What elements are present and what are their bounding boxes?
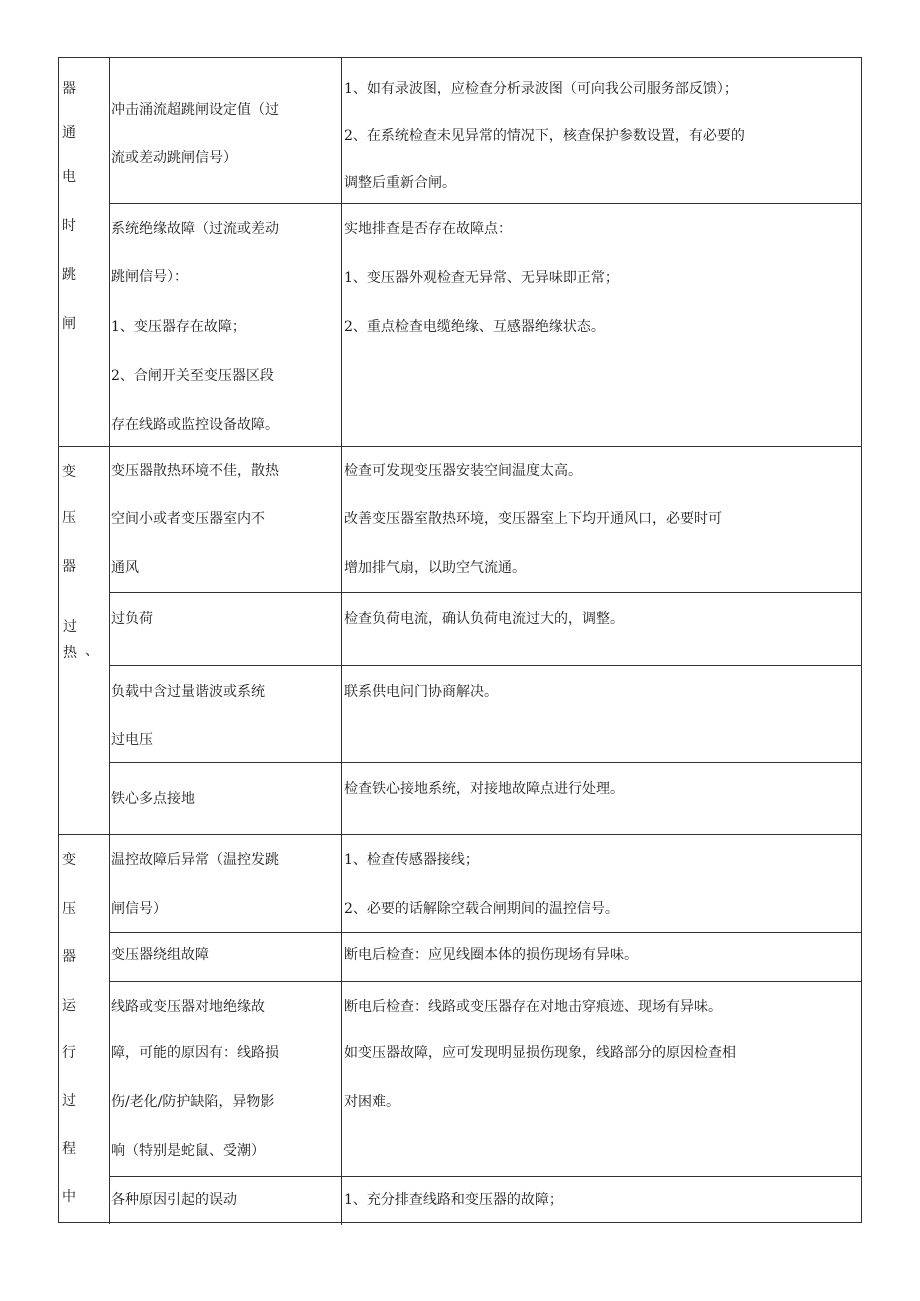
table-row xyxy=(110,447,861,592)
solution-line: 断电后检查：应见线圈本体的损伤现场有异味。 xyxy=(344,947,638,963)
troubleshooting-table xyxy=(58,57,862,1223)
solution-line: 如变压器故障，应可发现明显损伤现象，线路部分的原因检查相 xyxy=(344,1045,736,1061)
solution-line: 1、充分排查线路和变压器的故障； xyxy=(344,1192,563,1208)
category-char: 热 xyxy=(63,645,77,661)
cause-line: 过电压 xyxy=(111,732,153,748)
solution-line: 1、如有录波图，应检查分析录波图（可向我公司服务部反馈）； xyxy=(344,81,738,97)
table-row xyxy=(110,592,861,665)
cause-line: 伤/老化/防护缺陷，异物影 xyxy=(111,1094,275,1110)
category-char: 器 xyxy=(62,559,76,575)
solution-cell xyxy=(342,204,861,446)
cause-line: 2、合闸开关至变压器区段 xyxy=(111,368,274,384)
solution-cell xyxy=(342,666,861,762)
solution-cell xyxy=(342,763,861,835)
solution-cell xyxy=(342,447,861,592)
cause-line: 流或差动跳闸信号） xyxy=(111,150,237,166)
category-char: 跳 xyxy=(62,267,76,283)
cause-cell xyxy=(110,204,342,446)
solution-line: 检查铁心接地系统，对接地故障点进行处理。 xyxy=(344,781,624,797)
cause-cell xyxy=(110,763,342,835)
cause-cell xyxy=(110,835,342,932)
cause-line: 过负荷 xyxy=(111,611,153,627)
solution-line: 联系供电问门协商解决。 xyxy=(344,684,498,700)
category-char: 、 xyxy=(85,643,99,659)
cause-line: 系统绝缘故障（过流或差动 xyxy=(111,221,279,237)
section-block xyxy=(59,446,861,834)
cause-cell xyxy=(110,666,342,762)
category-char: 电 xyxy=(62,169,76,185)
solution-line: 2、必要的话解除空载合闸期间的温控信号。 xyxy=(344,901,619,917)
table-row xyxy=(110,932,861,981)
cause-line: 冲击涌流超跳闸设定值（过 xyxy=(111,102,279,118)
category-char: 通 xyxy=(62,125,76,141)
cause-cell xyxy=(110,982,342,1176)
category-char: 压 xyxy=(62,901,76,917)
cause-line: 负载中含过量谐波或系统 xyxy=(111,684,265,700)
cause-line: 各种原因引起的误动 xyxy=(111,1192,237,1208)
category-cell xyxy=(59,835,110,1224)
solution-line: 断电后检查：线路或变压器存在对地击穿痕迹、现场有异味。 xyxy=(344,999,722,1015)
solution-cell xyxy=(342,982,861,1176)
solution-line: 1、检查传感器接线； xyxy=(344,852,479,868)
cause-line: 存在线路或监控设备故障。 xyxy=(111,417,279,433)
section-block xyxy=(59,58,861,446)
table-row xyxy=(110,58,861,203)
table-row xyxy=(110,1176,861,1225)
table-row xyxy=(110,981,861,1176)
section-block xyxy=(59,834,861,1224)
solution-line: 检查可发现变压器安装空间温度太高。 xyxy=(344,463,582,479)
solution-line: 增加排气扇，以助空气流通。 xyxy=(344,560,526,576)
solution-cell xyxy=(342,835,861,932)
cause-line: 线路或变压器对地绝缘故 xyxy=(111,999,265,1015)
table-row xyxy=(110,203,861,446)
cause-cell xyxy=(110,593,342,665)
cause-line: 跳闸信号）： xyxy=(111,269,188,285)
cause-line: 响（特别是蛇鼠、受潮） xyxy=(111,1143,265,1159)
solution-cell xyxy=(342,593,861,665)
category-char: 压 xyxy=(62,510,76,526)
cause-line: 变压器散热环境不佳，散热 xyxy=(111,463,279,479)
category-char: 行 xyxy=(62,1045,76,1061)
cause-line: 变压器绕组故障 xyxy=(111,947,209,963)
solution-line: 1、变压器外观检查无异常、无异味即正常； xyxy=(344,270,619,286)
cause-line: 1、变压器存在故障； xyxy=(111,319,246,335)
category-char: 器 xyxy=(62,81,76,97)
solution-line: 改善变压器室散热环境，变压器室上下均开通风口，必要时可 xyxy=(344,511,722,527)
category-char: 时 xyxy=(62,218,76,234)
cause-line: 闸信号） xyxy=(111,901,167,917)
cause-cell xyxy=(110,58,342,203)
table-row xyxy=(110,835,861,932)
solution-cell xyxy=(342,933,861,981)
solution-line: 对困难。 xyxy=(344,1094,400,1110)
category-cell xyxy=(59,447,110,834)
solution-line: 2、在系统检查未见异常的情况下，核查保护参数设置，有必要的 xyxy=(344,128,745,144)
solution-cell xyxy=(342,1177,861,1225)
cause-cell xyxy=(110,1177,342,1225)
category-char: 中 xyxy=(62,1189,76,1205)
solution-line: 调整后重新合闸。 xyxy=(344,175,456,191)
category-char: 变 xyxy=(62,852,76,868)
cause-line: 空间小或者变压器室内不 xyxy=(111,511,265,527)
category-cell xyxy=(59,58,110,446)
category-char: 运 xyxy=(62,998,76,1014)
cause-line: 铁心多点接地 xyxy=(111,791,195,807)
category-char: 过 xyxy=(62,1093,76,1109)
cause-line: 通风 xyxy=(111,560,139,576)
solution-line: 检查负荷电流，确认负荷电流过大的，调整。 xyxy=(344,611,624,627)
cause-cell xyxy=(110,933,342,981)
cause-line: 障，可能的原因有：线路损 xyxy=(111,1045,279,1061)
category-char: 变 xyxy=(62,464,76,480)
table-row xyxy=(110,665,861,762)
solution-cell xyxy=(342,58,861,203)
solution-line: 实地排查是否存在故障点： xyxy=(344,221,512,237)
category-char: 过 xyxy=(63,619,77,635)
cause-line: 温控故障后异常（温控发跳 xyxy=(111,852,279,868)
cause-cell xyxy=(110,447,342,592)
solution-line: 2、重点检查电缆绝缘、互感器绝缘状态。 xyxy=(344,319,605,335)
category-char: 器 xyxy=(62,949,76,965)
table-row xyxy=(110,762,861,835)
category-char: 闸 xyxy=(62,316,76,332)
category-char: 程 xyxy=(62,1141,76,1157)
